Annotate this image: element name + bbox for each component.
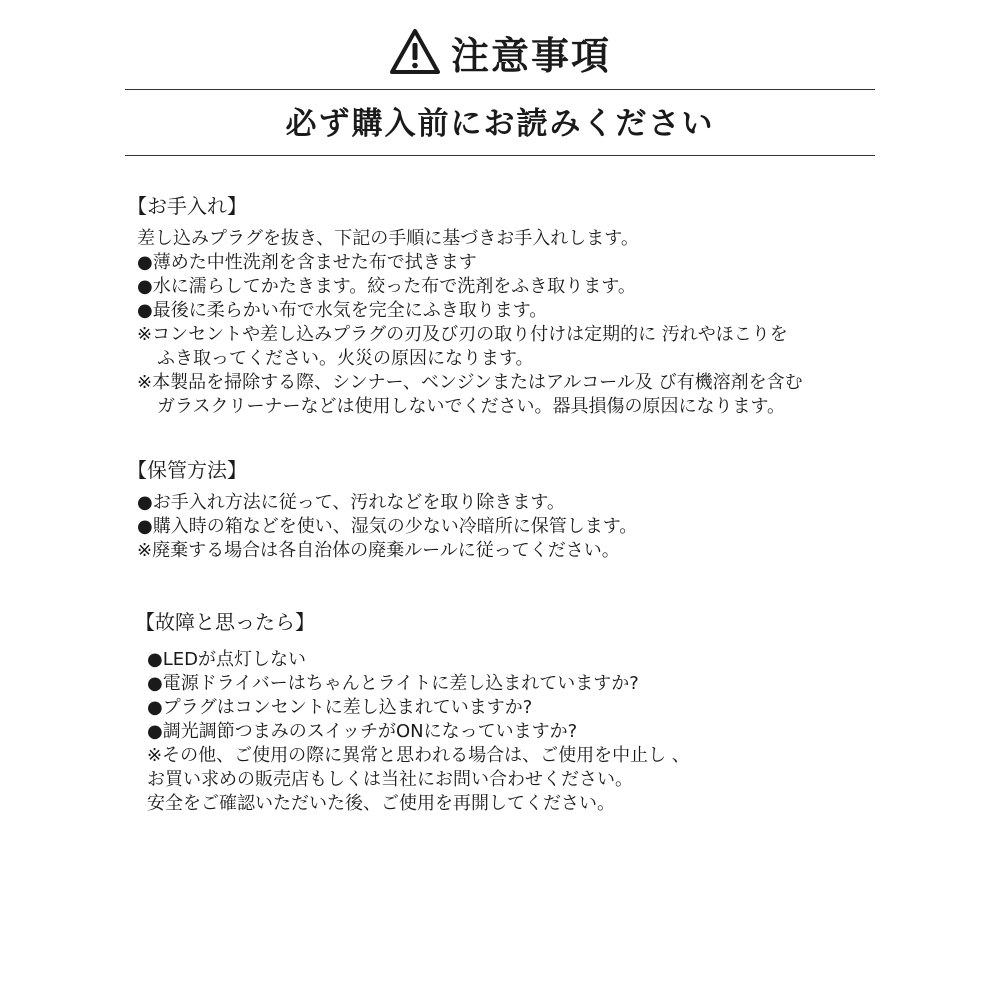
care-note: ※コンセントや差し込みプラグの刃及び刃の取り付けは定期的に 汚れやほこりを [137,324,788,345]
trouble-section [135,608,690,816]
storage-note: ※廃棄する場合は各自治体の廃棄ルールに従ってください。 [137,540,620,561]
care-note-cont: ふき取ってください。火災の原因になります。 [157,348,534,369]
page-title: 注意事項 [450,33,611,78]
trouble-body [135,648,690,816]
warning-triangle-icon [389,27,441,77]
care-note: ※本製品を掃除する際、シンナー、ベンジンまたはアルコール及 び有機溶剤を含む [137,372,803,393]
trouble-note-cont: お買い求めの販売店もしくは当社にお問い合わせください。 [147,769,633,790]
storage-section [127,456,637,563]
trouble-line: ●電源ドライバーはちゃんとライトに差し込まれていますか? [147,673,639,694]
care-note-cont: ガラスクリーナーなどは使用しないでください。器具損傷の原因になります。 [157,396,786,417]
care-line: ●最後に柔らかい布で水気を完全にふき取ります。 [137,300,548,321]
care-line: ●薄めた中性洗剤を含ませた布で拭きます [137,252,477,273]
care-heading: 【お手入れ】 [127,194,247,218]
trouble-line: ●調光調節つまみのスイッチがONになっていますか? [147,721,578,742]
trouble-note: ※その他、ご使用の際に異常と思われる場合は、ご使用を中止し 、 [147,745,690,766]
page-header [0,22,1000,82]
storage-heading: 【保管方法】 [127,458,247,482]
care-line: 差し込みプラグを抜き、下記の手順に基づきお手入れします。 [137,228,639,249]
top-divider [125,89,875,90]
care-section [127,192,803,419]
trouble-line: ●プラグはコンセントに差し込まれていますか? [147,697,533,718]
trouble-note-cont: 安全をご確認いただいた後、ご使用を再開してください。 [147,793,615,814]
storage-body [127,491,637,563]
trouble-heading: 【故障と思ったら】 [135,610,315,634]
trouble-line: ●LEDが点灯しない [147,649,306,670]
storage-line: ●購入時の箱などを使い、湿気の少ない冷暗所に保管します。 [137,516,638,537]
bottom-divider [125,155,875,156]
care-line: ●水に濡らしてかたきます。絞った布で洗剤をふき取ります。 [137,276,636,297]
storage-line: ●お手入れ方法に従って、汚れなどを取り除きます。 [137,492,565,513]
care-body [127,227,803,419]
subtitle: 必ず購入前にお読みください [285,106,715,142]
